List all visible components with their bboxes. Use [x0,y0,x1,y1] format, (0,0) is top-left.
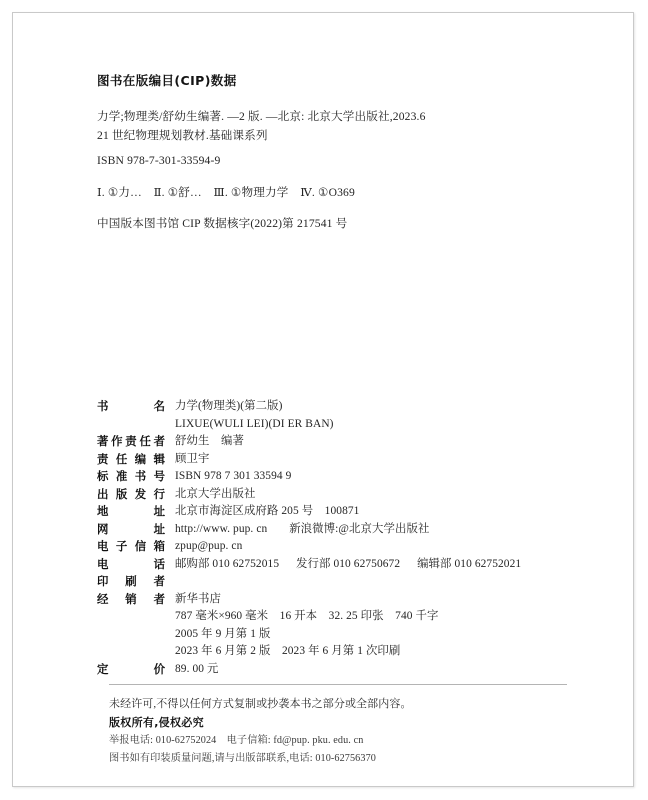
colophon-label-phone: 电话 [97,556,165,571]
colophon-value-price: 89. 00 元 [175,662,219,675]
colophon-value-author: 舒幼生 编著 [175,435,244,447]
colophon-row-printer [97,573,577,591]
cip-description-line-1: 力学;物理类/舒幼生编著. —2 版. —北京: 北京大学出版社,2023.6 [97,110,426,123]
cip-classification-line: Ⅰ. ①力… Ⅱ. ①舒… Ⅲ. ①物理力学 Ⅳ. ①O369 [97,185,355,199]
colophon-label-isbn: 标准书号 [97,469,165,483]
colophon-label-distributor: 经销者 [97,591,165,606]
footer-rights-reserved: 版权所有,侵权必究 [109,716,204,729]
footer-report-contact: 举报电话: 010-62752024 电子信箱: fd@pup. pku. edu. cn [109,735,364,746]
colophon-row-distributor [97,591,577,609]
colophon-row-phone [97,556,577,574]
colophon-label-printer: 印刷者 [97,574,165,588]
cip-spacer-1 [97,145,567,152]
colophon-edition-first: 2005 年 9 月第 1 版 [175,627,271,640]
cip-spacer-3 [97,202,567,215]
colophon-value-email[interactable]: zpup@pup. cn [175,540,243,552]
colophon-value-editor: 顾卫宇 [175,452,210,465]
colophon-value-publisher: 北京大学出版社 [175,487,256,500]
website-url[interactable]: http://www. pup. cn [175,522,268,535]
footer-block [109,695,579,768]
colophon-row-author [97,433,577,451]
colophon-row-address [97,503,577,521]
colophon-title-romanization: LIXUE(WULI LEI)(DI ER BAN) [175,417,334,430]
colophon-label-website: 网址 [97,521,165,536]
colophon-label-price: 定价 [97,661,165,676]
cip-isbn-line: ISBN 978-7-301-33594-9 [97,154,221,167]
colophon-row-email [97,538,577,556]
colophon-value-website [175,521,577,539]
colophon-block [97,398,577,678]
colophon-label-title: 书名 [97,399,165,413]
footer-quality-contact: 图书如有印装质量问题,请与出版部联系,电话: 010-62756370 [109,753,376,764]
colophon-label-address: 地址 [97,504,165,518]
footer-copy-notice: 未经许可,不得以任何方式复制或抄袭本书之部分或全部内容。 [109,698,412,710]
colophon-row-website [97,521,577,539]
phone-editorial: 编辑部 010 62752021 [417,557,522,570]
colophon-value-isbn: ISBN 978 7 301 33594 9 [175,470,292,482]
colophon-value-address: 北京市海淀区成府路 205 号 100871 [175,505,360,517]
colophon-label-publisher: 出版发行 [97,486,165,501]
cip-description-line-2: 21 世纪物理规划教材.基础课系列 [97,128,268,142]
colophon-row-price [97,661,577,679]
footer-divider [109,684,567,685]
colophon-row-isbn [97,468,577,486]
colophon-row-editor [97,451,577,469]
colophon-row-publisher [97,486,577,504]
phone-mail-order: 邮购部 010 62752015 [175,557,280,570]
colophon-label-author: 著作责任者 [97,434,165,448]
cip-spacer-2 [97,171,567,184]
colophon-value-phone [175,556,577,574]
colophon-label-email: 电子信箱 [97,539,165,553]
colophon-value-title: 力学(物理类)(第二版) [175,400,283,412]
colophon-row-title [97,398,577,416]
cip-catalog-number-line: 中国版本图书馆 CIP 数据核字(2022)第 217541 号 [97,217,348,230]
copyright-page-sheet [12,12,634,787]
colophon-label-editor: 责任编辑 [97,451,165,466]
colophon-print-spec: 787 毫米×960 毫米 16 开本 32. 25 印张 740 千字 [175,610,439,622]
cip-heading: 图书在版编目(CIP)数据 [97,73,237,88]
cip-block [97,71,567,234]
weibo-handle[interactable]: 新浪微博:@北京大学出版社 [289,522,430,535]
phone-distribution: 发行部 010 62750672 [296,557,401,570]
colophon-value-distributor: 新华书店 [175,592,221,605]
colophon-edition-second: 2023 年 6 月第 2 版 2023 年 6 月第 1 次印刷 [175,645,401,657]
